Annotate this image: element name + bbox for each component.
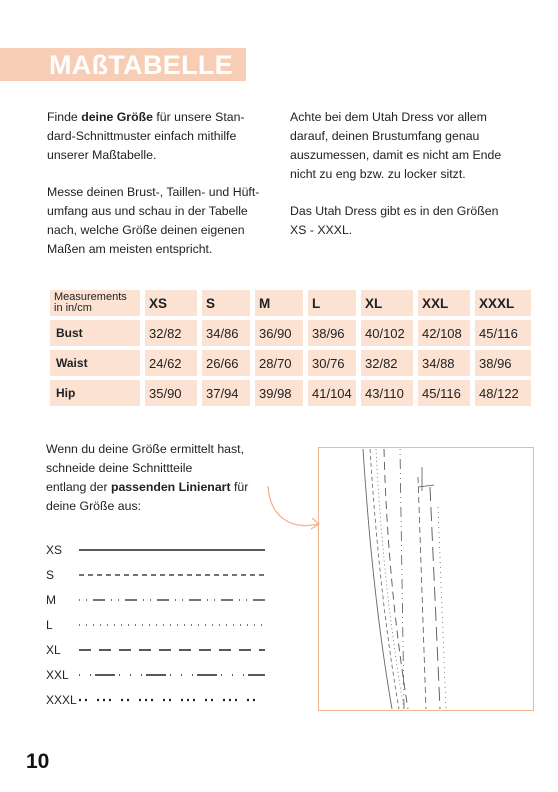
legend-intro-text: entlang der — [46, 480, 111, 494]
table-cell: 40/102 — [361, 320, 413, 346]
legend-label: M — [46, 593, 56, 607]
table-row — [50, 320, 531, 346]
table-cell: 24/62 — [145, 350, 197, 376]
legend-intro — [46, 440, 248, 516]
table-cell: 38/96 — [308, 320, 356, 346]
page-number: 10 — [26, 750, 50, 773]
table-cell: 42/108 — [418, 320, 470, 346]
table-cell: 41/104 — [308, 380, 356, 406]
table-row — [50, 380, 531, 406]
row-label: Waist — [50, 350, 140, 376]
table-cell: 45/116 — [475, 320, 531, 346]
intro-text: Achte bei dem Utah Dress vor allem — [290, 110, 487, 124]
intro-text: auszumessen, damit es nicht am Ende — [290, 148, 502, 162]
intro-text: dard-Schnittmuster einfach mithilfe — [47, 129, 237, 143]
intro-bold: deine Größe — [81, 110, 153, 124]
table-cell: 26/66 — [202, 350, 250, 376]
table-cell: 34/86 — [202, 320, 250, 346]
table-cell: 39/98 — [255, 380, 303, 406]
intro-text: unserer Maßtabelle. — [47, 148, 157, 162]
legend-label: L — [46, 618, 53, 632]
line-style-s — [79, 566, 299, 584]
corner-label: Measurements — [54, 291, 127, 303]
intro-text: nach, welche Größe deinen eigenen — [47, 223, 245, 237]
size-header: L — [308, 290, 356, 316]
legend-label: XS — [46, 543, 63, 557]
table-cell: 35/90 — [145, 380, 197, 406]
row-label: Bust — [50, 320, 140, 346]
table-cell: 48/122 — [475, 380, 531, 406]
arrow-icon — [262, 478, 324, 538]
table-cell: 43/110 — [361, 380, 413, 406]
table-row — [50, 350, 531, 376]
size-header: XL — [361, 290, 413, 316]
intro-text: darauf, deinen Brustumfang genau — [290, 129, 480, 143]
intro-text: nicht zu eng bzw. zu locker sitzt. — [290, 167, 466, 181]
table-header-row — [50, 290, 531, 316]
legend-intro-bold: passenden Linienart — [110, 480, 231, 494]
legend-intro-text: Wenn du deine Größe ermittelt hast, — [46, 442, 244, 456]
legend-label: XL — [46, 643, 61, 657]
intro-text: für unsere Stan- — [152, 110, 245, 124]
table-corner — [50, 290, 140, 316]
table-cell: 32/82 — [361, 350, 413, 376]
table-cell: 37/94 — [202, 380, 250, 406]
legend-intro-text: deine Größe aus: — [46, 499, 142, 513]
size-header: XXL — [418, 290, 470, 316]
row-label: Hip — [50, 380, 140, 406]
line-style-m — [79, 591, 299, 609]
intro-text: XS - XXXL. — [290, 223, 353, 237]
legend-label: S — [46, 568, 55, 582]
legend-intro-text: für — [230, 480, 249, 494]
table-cell: 28/70 — [255, 350, 303, 376]
intro-text: Maßen am meisten entspricht. — [47, 242, 213, 256]
intro-text: umfang aus und schau in der Tabelle — [47, 204, 248, 218]
intro-text: Das Utah Dress gibt es in den Größen — [290, 204, 499, 218]
size-header: M — [255, 290, 303, 316]
page-title: MAßTABELLE — [49, 50, 233, 80]
table-cell: 36/90 — [255, 320, 303, 346]
size-header: XS — [145, 290, 197, 316]
size-header: XXXL — [475, 290, 531, 316]
table-cell: 45/116 — [418, 380, 470, 406]
line-style-xl — [79, 641, 299, 659]
line-style-l — [79, 616, 299, 634]
pattern-illustration — [318, 447, 534, 711]
line-style-xxxl — [79, 691, 299, 709]
legend-intro-text: schneide deine Schnittteile — [46, 461, 193, 475]
table-cell: 32/82 — [145, 320, 197, 346]
table-cell: 34/88 — [418, 350, 470, 376]
corner-label: in in/cm — [54, 302, 92, 314]
legend-label: XXL — [46, 668, 69, 682]
size-header: S — [202, 290, 250, 316]
intro-left — [47, 108, 259, 259]
intro-right — [290, 108, 501, 240]
legend-label: XXXL — [46, 693, 77, 707]
intro-text: Messe deinen Brust-, Taillen- und Hüft- — [47, 185, 260, 199]
table-cell: 30/76 — [308, 350, 356, 376]
line-style-xxl — [79, 666, 299, 684]
line-style-xs — [79, 541, 299, 559]
table-cell: 38/96 — [475, 350, 531, 376]
size-table — [45, 286, 536, 410]
intro-text: Finde — [47, 110, 82, 124]
